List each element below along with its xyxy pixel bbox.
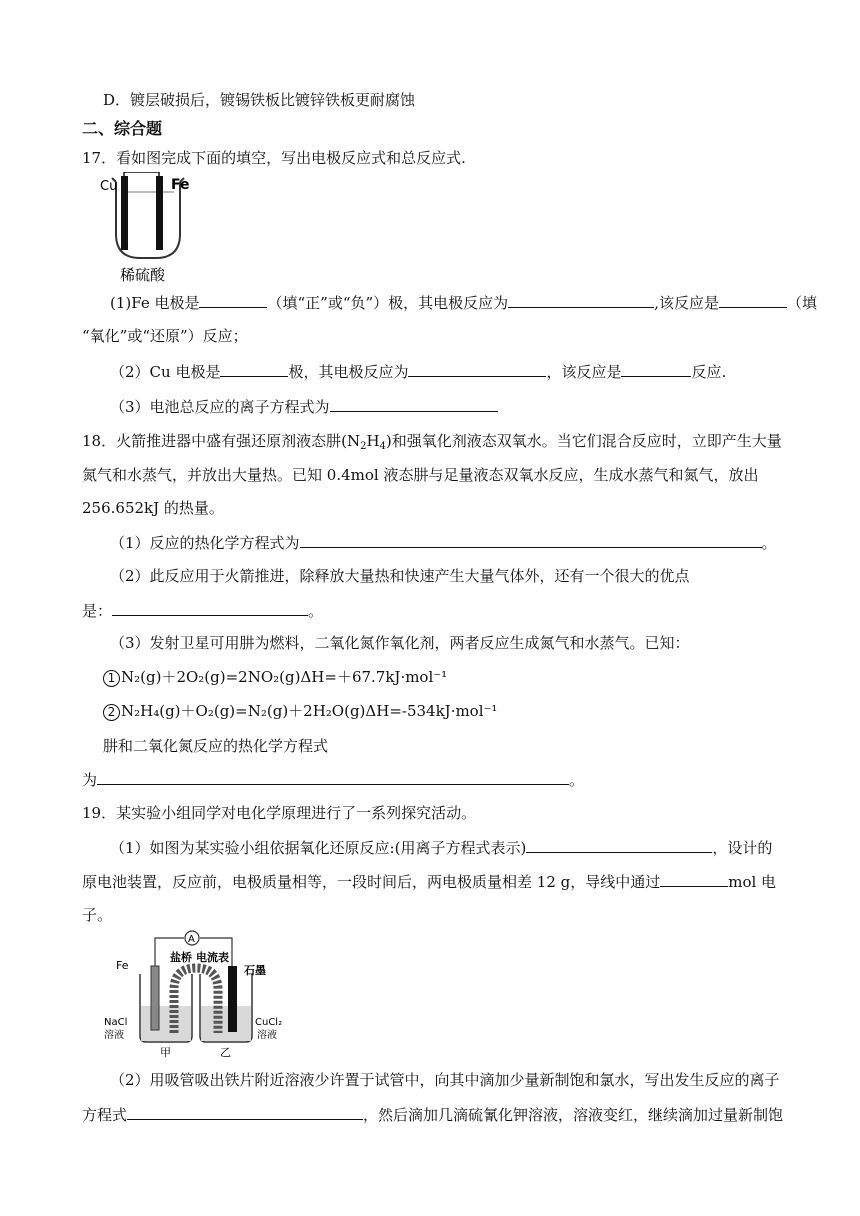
q19-part1-line1: （1）如图为某实验小组依据氧化还原反应:(用离子方程式表示) ，设计的 bbox=[110, 839, 773, 857]
svg-text:溶液: 溶液 bbox=[104, 1030, 124, 1041]
answer-blank[interactable] bbox=[199, 292, 267, 308]
svg-text:CuCl₂: CuCl₂ bbox=[255, 1017, 283, 1028]
acid-label: 稀硫酸 bbox=[120, 266, 166, 284]
svg-text:NaCl: NaCl bbox=[104, 1017, 128, 1028]
cu-electrode bbox=[121, 176, 128, 250]
answer-blank[interactable] bbox=[660, 871, 728, 887]
question-18-line3: 256.652kJ 的热量。 bbox=[82, 499, 224, 517]
q17-part2: （2）Cu 电极是 极，其电极反应为 ，该反应是 反应. bbox=[110, 363, 727, 381]
q18-part2-line2: 是： 。 bbox=[82, 602, 324, 620]
question-18-line2: 氮气和水蒸气，并放出大量热。已知 0.4mol 液态肼与足量液态双氧水反应，生成水蒸气和氮气，放出 bbox=[82, 466, 759, 484]
q19-part2-line2: 方程式 ，然后滴加几滴硫氰化钾溶液，溶液变红，继续滴加过量新制饱 bbox=[82, 1106, 784, 1124]
q19-part1-line2: 原电池装置，反应前，电极质量相等，一段时间后，两电极质量相差 12 g，导线中通过 mol 电 bbox=[82, 873, 777, 891]
svg-text:甲: 甲 bbox=[160, 1046, 171, 1058]
q19-part1-line3: 子。 bbox=[82, 906, 113, 924]
circled-number: 1 bbox=[103, 670, 120, 687]
answer-blank[interactable] bbox=[300, 532, 762, 548]
answer-blank[interactable] bbox=[526, 837, 712, 853]
circled-number: 2 bbox=[103, 704, 120, 721]
fe-electrode bbox=[151, 966, 159, 1030]
section-heading: 二、综合题 bbox=[82, 119, 163, 138]
answer-blank[interactable] bbox=[127, 1104, 363, 1120]
salt-bridge-cell-diagram bbox=[100, 928, 290, 1058]
answer-blank[interactable] bbox=[719, 292, 787, 308]
answer-blank[interactable] bbox=[621, 361, 691, 377]
answer-blank[interactable] bbox=[97, 769, 569, 785]
question-18-line1: 18．火箭推进器中盛有强还原剂液态肼$(N_2H_4)$和强氧化剂液态双氧水。当它们混合反应时，立即产生大量 bbox=[82, 432, 782, 452]
svg-text:Fe: Fe bbox=[116, 959, 129, 972]
svg-text:溶液: 溶液 bbox=[257, 1030, 277, 1041]
ammeter-label: 电流表 bbox=[196, 951, 229, 964]
answer-blank[interactable] bbox=[330, 396, 498, 412]
answer-blank[interactable] bbox=[220, 361, 288, 377]
graphite-electrode bbox=[228, 966, 237, 1032]
svg-text:乙: 乙 bbox=[220, 1046, 231, 1058]
q18-part3: （3）发射卫星可用肼为燃料，二氧化氮作氧化剂，两者反应生成氮气和水蒸气。已知： bbox=[110, 634, 690, 652]
salt-bridge-label: 盐桥 bbox=[170, 951, 192, 964]
q18-part2-line1: （2）此反应用于火箭推进，除释放大量热和快速产生大量气体外，还有一个很大的优点 bbox=[110, 567, 690, 585]
fe-electrode bbox=[156, 176, 163, 250]
q18-part1: （1）反应的热化学方程式为 。 bbox=[110, 534, 777, 552]
equation-1: 1 N₂(g)＋2O₂(g)=2NO₂(g)ΔH=＋67.7kJ·mol⁻¹ bbox=[103, 667, 447, 687]
svg-text:石墨: 石墨 bbox=[244, 964, 266, 977]
q18-part3-answer: 为 。 bbox=[82, 771, 585, 789]
cu-label: Cu bbox=[100, 179, 118, 194]
answer-blank[interactable] bbox=[112, 600, 308, 616]
q17-part1-line2: “氧化”或“还原”）反应； bbox=[82, 327, 248, 345]
cu-fe-cell-diagram bbox=[98, 172, 198, 284]
question-17-stem: 17．看如图完成下面的填空，写出电极反应式和总反应式. bbox=[82, 149, 466, 167]
q18-part3-prompt: 肼和二氧化氮反应的热化学方程式 bbox=[103, 737, 329, 755]
q19-part2-line1: （2）用吸管吸出铁片附近溶液少许置于试管中，向其中滴加少量新制饱和氯水，写出发生反应的离子 bbox=[110, 1071, 780, 1089]
q17-part1-line1: (1)Fe 电极是 （填“正”或“负”）极，其电极反应为 ,该反应是 （填 bbox=[110, 294, 817, 312]
question-19-stem: 19．某实验小组同学对电化学原理进行了一系列探究活动。 bbox=[82, 804, 477, 822]
q17-part3: （3）电池总反应的离子方程式为 bbox=[110, 396, 498, 417]
answer-blank[interactable] bbox=[508, 292, 654, 308]
answer-blank[interactable] bbox=[408, 361, 546, 377]
equation-2: 2 N₂H₄(g)＋O₂(g)=N₂(g)＋2H₂O(g)ΔH=-534kJ·mol⁻¹ bbox=[103, 701, 497, 721]
option-d: D．镀层破损后，镀锡铁板比镀锌铁板更耐腐蚀 bbox=[103, 91, 416, 109]
fe-label: Fe bbox=[171, 177, 190, 193]
svg-text:A: A bbox=[188, 934, 195, 945]
